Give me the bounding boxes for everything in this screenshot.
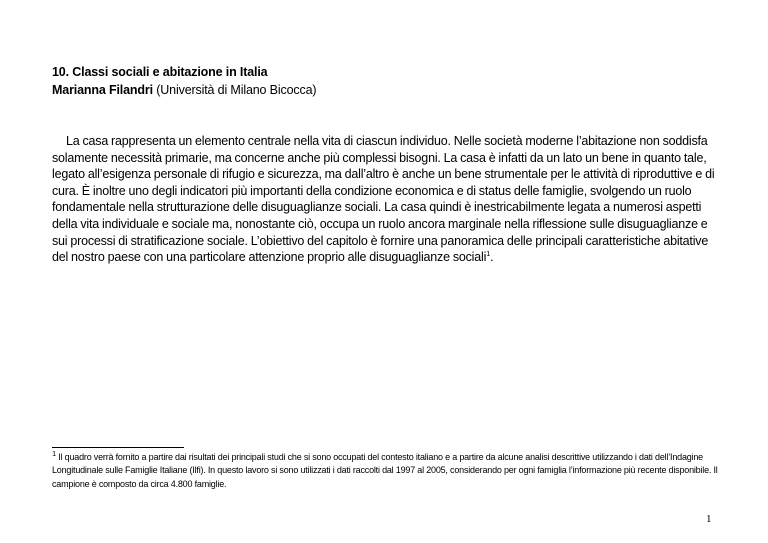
footnote — [52, 451, 720, 491]
author-line — [52, 82, 316, 99]
footnote-reference[interactable]: 1 — [486, 249, 491, 258]
chapter-title: 10. Classi sociali e abitazione in Italia — [52, 65, 268, 79]
author-affiliation: (Università di Milano Bicocca) — [152, 83, 317, 97]
body-paragraph — [52, 133, 720, 266]
author-name: Marianna Filandri — [52, 83, 153, 97]
page-number: 1 — [706, 513, 712, 525]
body-paragraph-text: La casa rappresenta un elemento centrale nella vita di ciascun individuo. Nelle società moderne l’abitazione non soddisfa solamente necessità primarie, ma concerne anche più complessi bisogni. La casa è infatti da un lato un bene in quanto tale, legato all’esigenza personale di rifugio e sicurezza, ma dall’altro è anche un bene strumentale per le attività di riproduttive e di cura. È inoltre uno degli indicatori più importanti della condizione economica e di status delle famiglie, svolgendo un ruolo fondamentale nella strutturazione delle disuguaglianze sociali. La casa quindi è inestricabilmente legata a numerosi aspetti della vita individuale e sociale ma, nonostante ciò, occupa un ruolo ancora marginale nella riflessione sulle disuguaglianze e sui processi di stratificazione sociale. L’obiettivo del capitolo è fornire una panoramica delle principali caratteristiche abitative del nostro paese con una particolare attenzione proprio alle disuguaglianze sociali — [52, 134, 715, 265]
body-paragraph-end: . — [490, 250, 494, 265]
footnote-marker: 1 — [52, 449, 56, 458]
footnote-separator — [52, 447, 184, 448]
footnote-text: Il quadro verrà fornito a partire dai risultati dei principali studi che si sono occupati del contesto italiano e a partire da alcune analisi descrittive utilizzando i dati dell’Indagine Longitudinale sulle Famiglie Italiane (Ilfi). In questo lavoro si sono utilizzati i dati raccolti dal 1997 al 2005, considerando per ogni famiglia l’informazione più recente disponibile. Il campione è composto da circa 4.800 famiglie. — [52, 452, 718, 489]
